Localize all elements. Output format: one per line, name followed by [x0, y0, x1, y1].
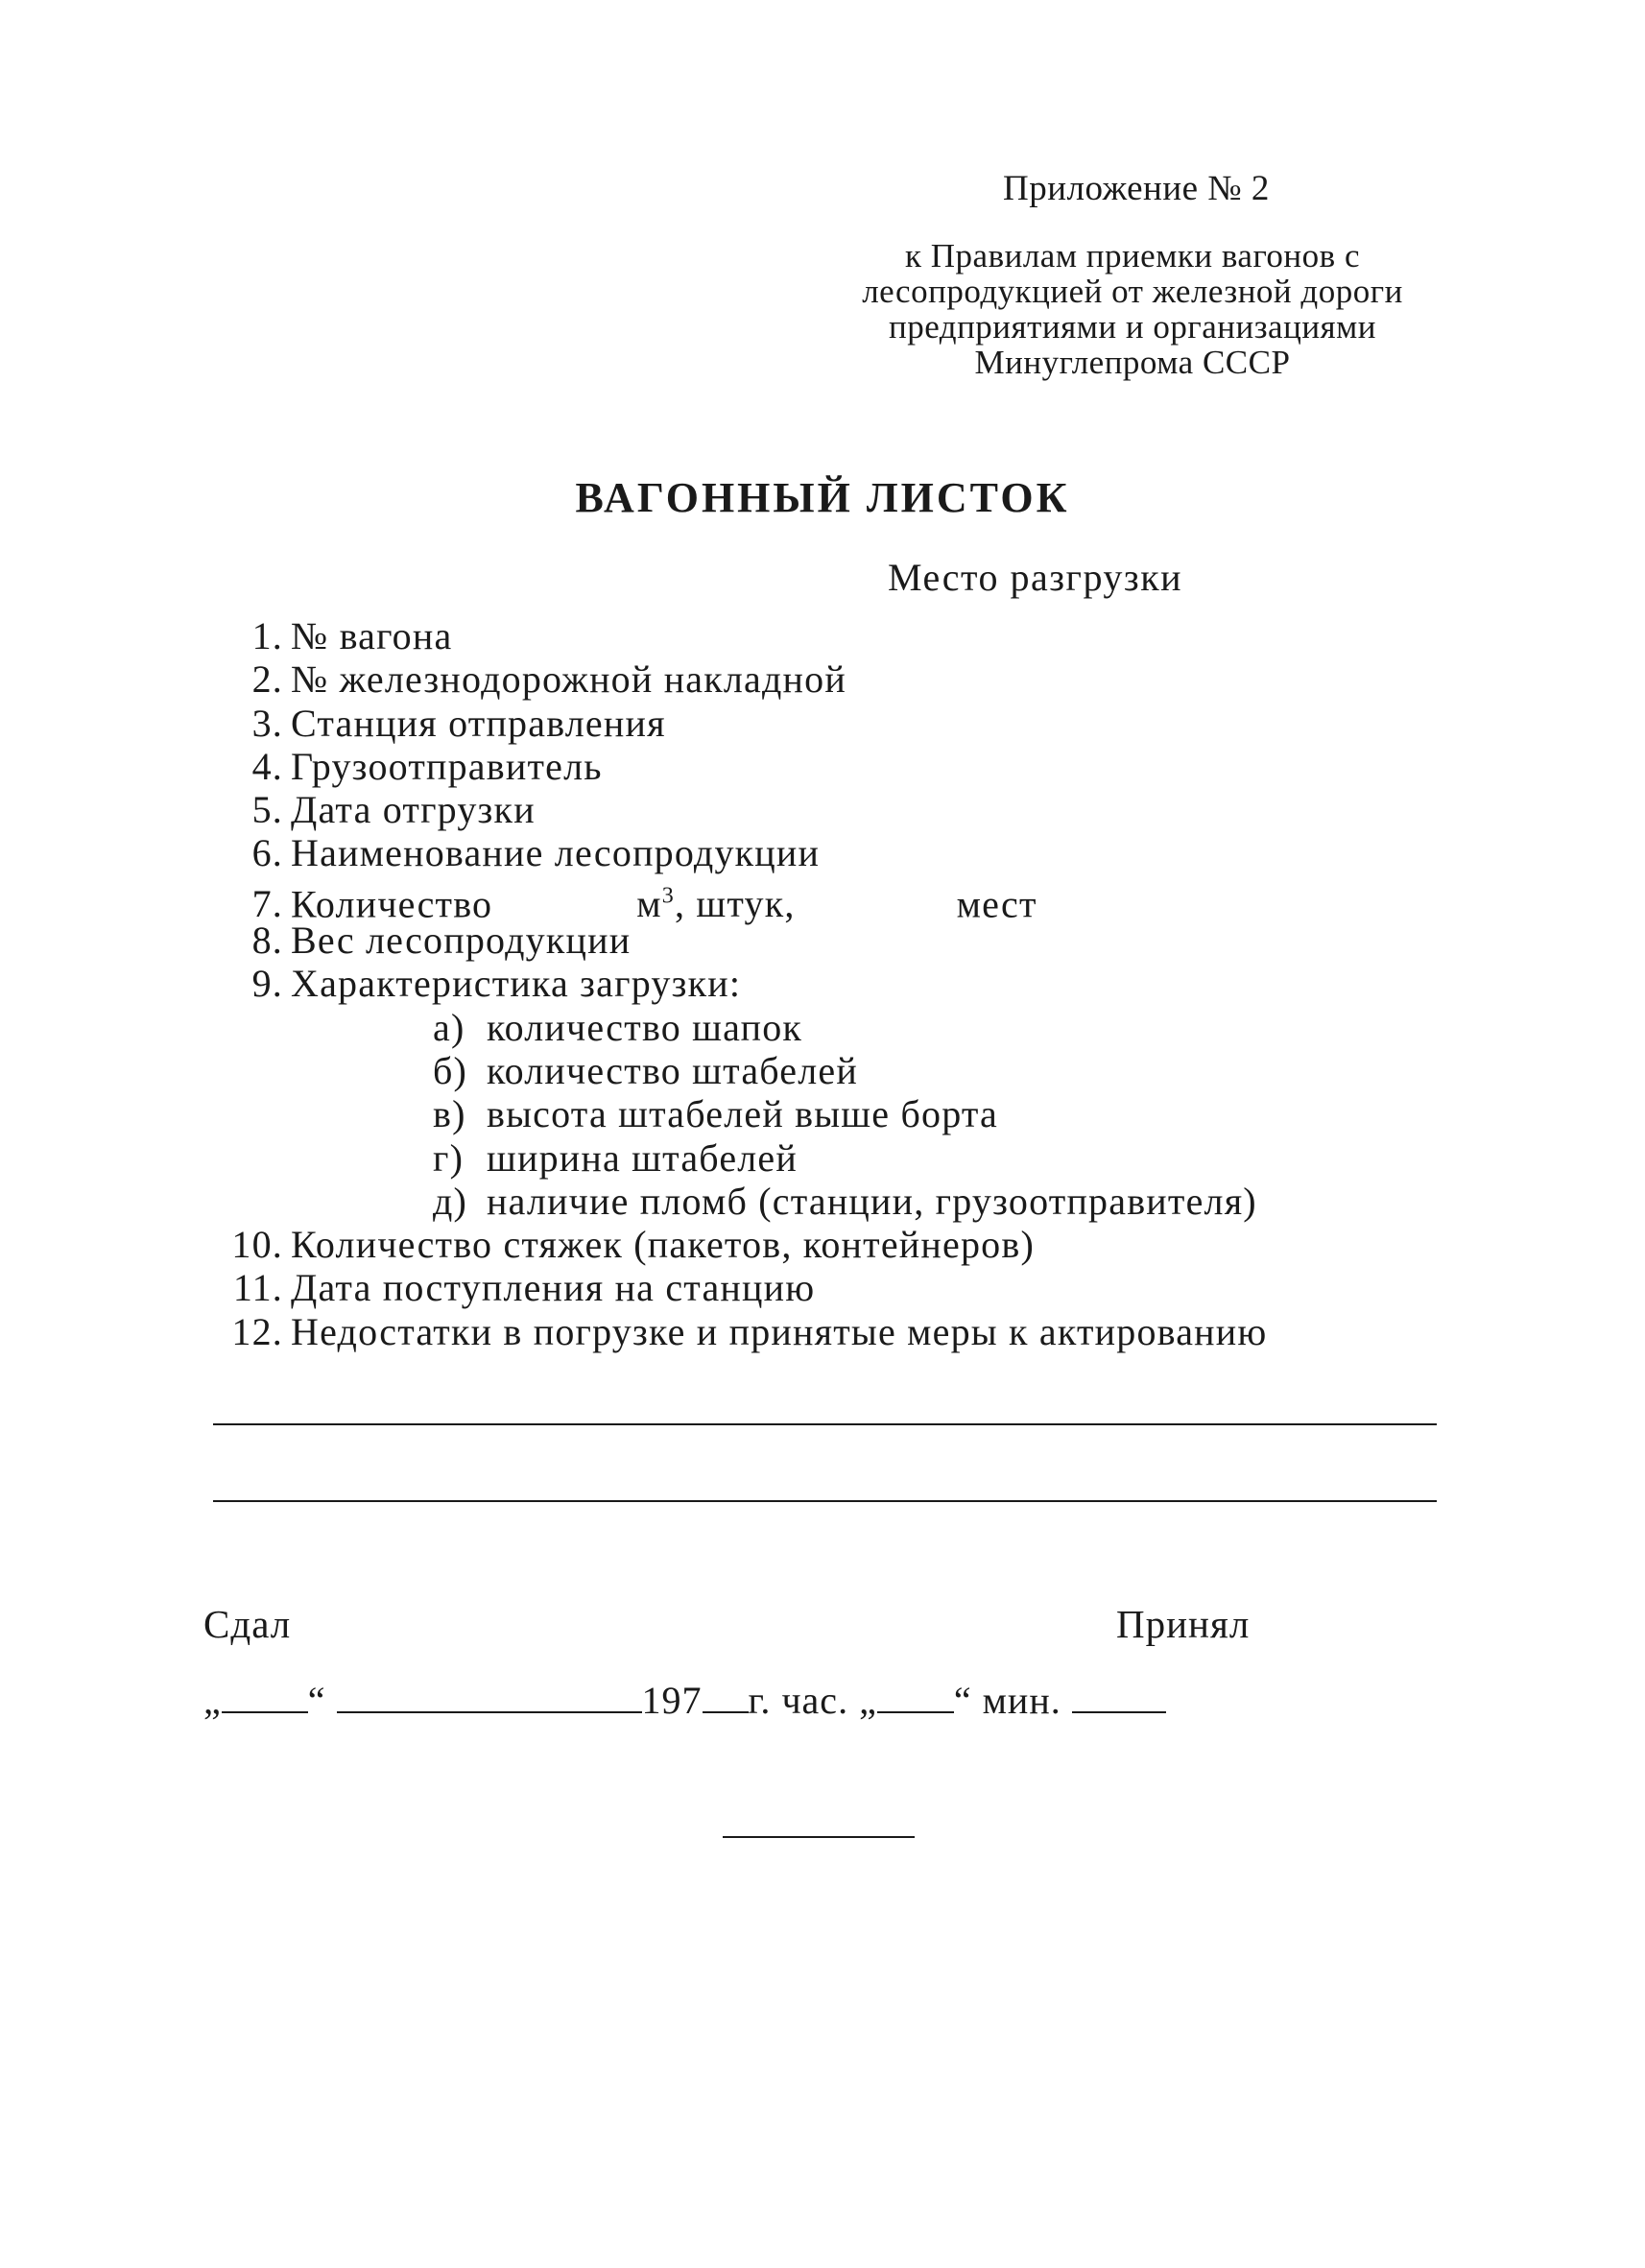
fill-line-2 — [213, 1500, 1437, 1502]
day-blank — [222, 1679, 308, 1713]
received-label: Принял — [1116, 1602, 1251, 1646]
item-list — [192, 614, 1267, 1353]
sub-item: г) ширина штабелей — [433, 1135, 798, 1180]
list-item: 8. Вес лесопродукции — [251, 919, 632, 963]
sub-item: а) количество шапок — [433, 1005, 803, 1049]
list-item: 6. Наименование лесопродукции — [251, 831, 821, 875]
sub-item: в) высота штабелей выше борта — [433, 1092, 998, 1136]
year-blank — [703, 1679, 749, 1713]
list-item: 9. Характеристика загрузки: — [251, 962, 742, 1006]
list-item: 10. Количество стяжек (пакетов, контейнеров) — [231, 1223, 1035, 1267]
annex-title: Приложение № 2 — [1003, 169, 1270, 208]
date-time-line: „ “ 197 г. час. „ “ мин. — [203, 1678, 1166, 1723]
list-item: 3. Станция отправления — [251, 701, 666, 745]
list-item: 5. Дата отгрузки — [251, 788, 536, 832]
minute-blank — [1072, 1679, 1166, 1713]
list-item-quantity: 7. Количество $м^3$, штук, мест — [251, 882, 1037, 926]
fill-line-1 — [213, 1423, 1437, 1425]
month-blank — [337, 1679, 642, 1713]
places-label: мест — [956, 882, 1037, 926]
list-item: 11. Дата поступления на станцию — [232, 1266, 816, 1310]
handed-over-label: Сдал — [203, 1602, 292, 1646]
list-item: 12. Недостатки в погрузке и принятые меры к актированию — [231, 1309, 1268, 1353]
list-item: 2. № железнодорожной накладной — [251, 657, 846, 702]
annex-reference: к Правилам приемки вагонов с лесопродукцией от железной дороги предприятиями и организациями Минуглепрома СССР — [862, 237, 1403, 381]
unloading-place-label: Место разгрузки — [888, 556, 1183, 599]
list-item: 4. Грузоотправитель — [251, 744, 603, 788]
sub-item: д) наличие пломб (станции, грузоотправителя) — [433, 1179, 1257, 1223]
list-item: 1. № вагона — [251, 614, 453, 657]
document-title: ВАГОННЫЙ ЛИСТОК — [575, 474, 1070, 521]
sub-item: б) количество штабелей — [433, 1048, 858, 1092]
hour-blank — [877, 1679, 954, 1713]
end-separator — [723, 1836, 915, 1838]
unit-cubic-meters: $м^3$, штук, — [636, 882, 796, 926]
